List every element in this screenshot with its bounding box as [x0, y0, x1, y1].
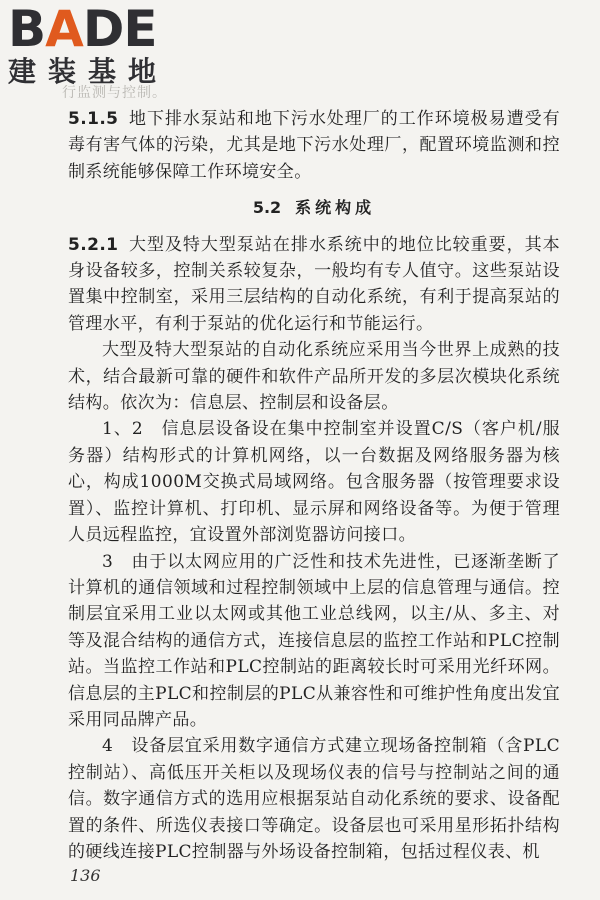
paragraph: 4 设备层宜采用数字通信方式建立现场备控制箱（含PLC控制站）、高低压开关柜以及现场仪表的信号与控制站之间的通信。数字通信方式的选用应根据泵站自动化系统的要求、设备配置的条件、所选仪表接口等确定。设备层也可采用星形拓扑结构的硬线连接PLC控制器与外场设备控制箱，包括过程仪表、机: [68, 736, 560, 862]
clause-number: 5.1.5: [68, 109, 119, 129]
logo-wordmark: [8, 0, 157, 58]
section-heading: [68, 195, 560, 221]
faded-previous-text: 行监测与控制。: [62, 85, 167, 101]
clause-5-1-5: [68, 106, 560, 185]
clause-text: 地下排水泵站和地下污水处理厂的工作环境极易遭受有毒有害气体的污染，尤其是地下污水处理厂，配置环境监测和控制系统能够保障工作环境安全。: [68, 109, 560, 182]
logo-letters-de: DE: [82, 0, 157, 58]
paragraph: 大型及特大型泵站的自动化系统应采用当今世界上成熟的技术，结合最新可靠的硬件和软件产品所开发的多层次模块化系统结构。依次为：信息层、控制层和设备层。: [68, 340, 560, 414]
paragraph: 1、2 信息层设备设在集中控制室并设置C/S（客户机/服务器）结构形式的计算机网络，以一台数据及网络服务器为核心，构成1000M交换式局域网络。包含服务器（按管理要求设置）、监控计算机、打印机、显示屏和网络设备等。为便于管理人员远程监控，宜设置外部浏览器访问接口。: [68, 419, 560, 546]
clause-text: 大型及特大型泵站在排水系统中的地位比较重要，其本身设备较多，控制关系较复杂，一般均有专人值守。这些泵站设置集中控制室，采用三层结构的自动化系统，有利于提高泵站的管理水平，有利于泵站的优化运行和节能运行。: [68, 234, 560, 334]
logo-chinese-text: 建装基地: [8, 55, 169, 88]
page-number: 136: [70, 866, 101, 885]
section-number: 5.2: [252, 198, 282, 218]
main-text: [68, 106, 560, 865]
logo-letter-b: B: [8, 0, 46, 58]
paragraph: 3 由于以太网应用的广泛性和技术先进性，已逐渐垄断了计算机的通信领域和过程控制领域中上层的信息管理与通信。控制层宜采用工业以太网或其他工业总线网，以主/从、多主、对等及混合结构的通信方式，连接信息层的监控工作站和PLC控制站。当监控工作站和PLC控制站的距离较长时可采用光纤环网。信息层的主PLC和控制层的PLC从兼容性和可维护性角度出发宜采用同品牌产品。: [68, 551, 560, 730]
section-title: 系统构成: [295, 198, 376, 218]
clause-number: 5.2.1: [68, 234, 119, 255]
logo-letter-a-accent: A: [45, 0, 83, 58]
clause-5-2-1: [68, 232, 560, 338]
